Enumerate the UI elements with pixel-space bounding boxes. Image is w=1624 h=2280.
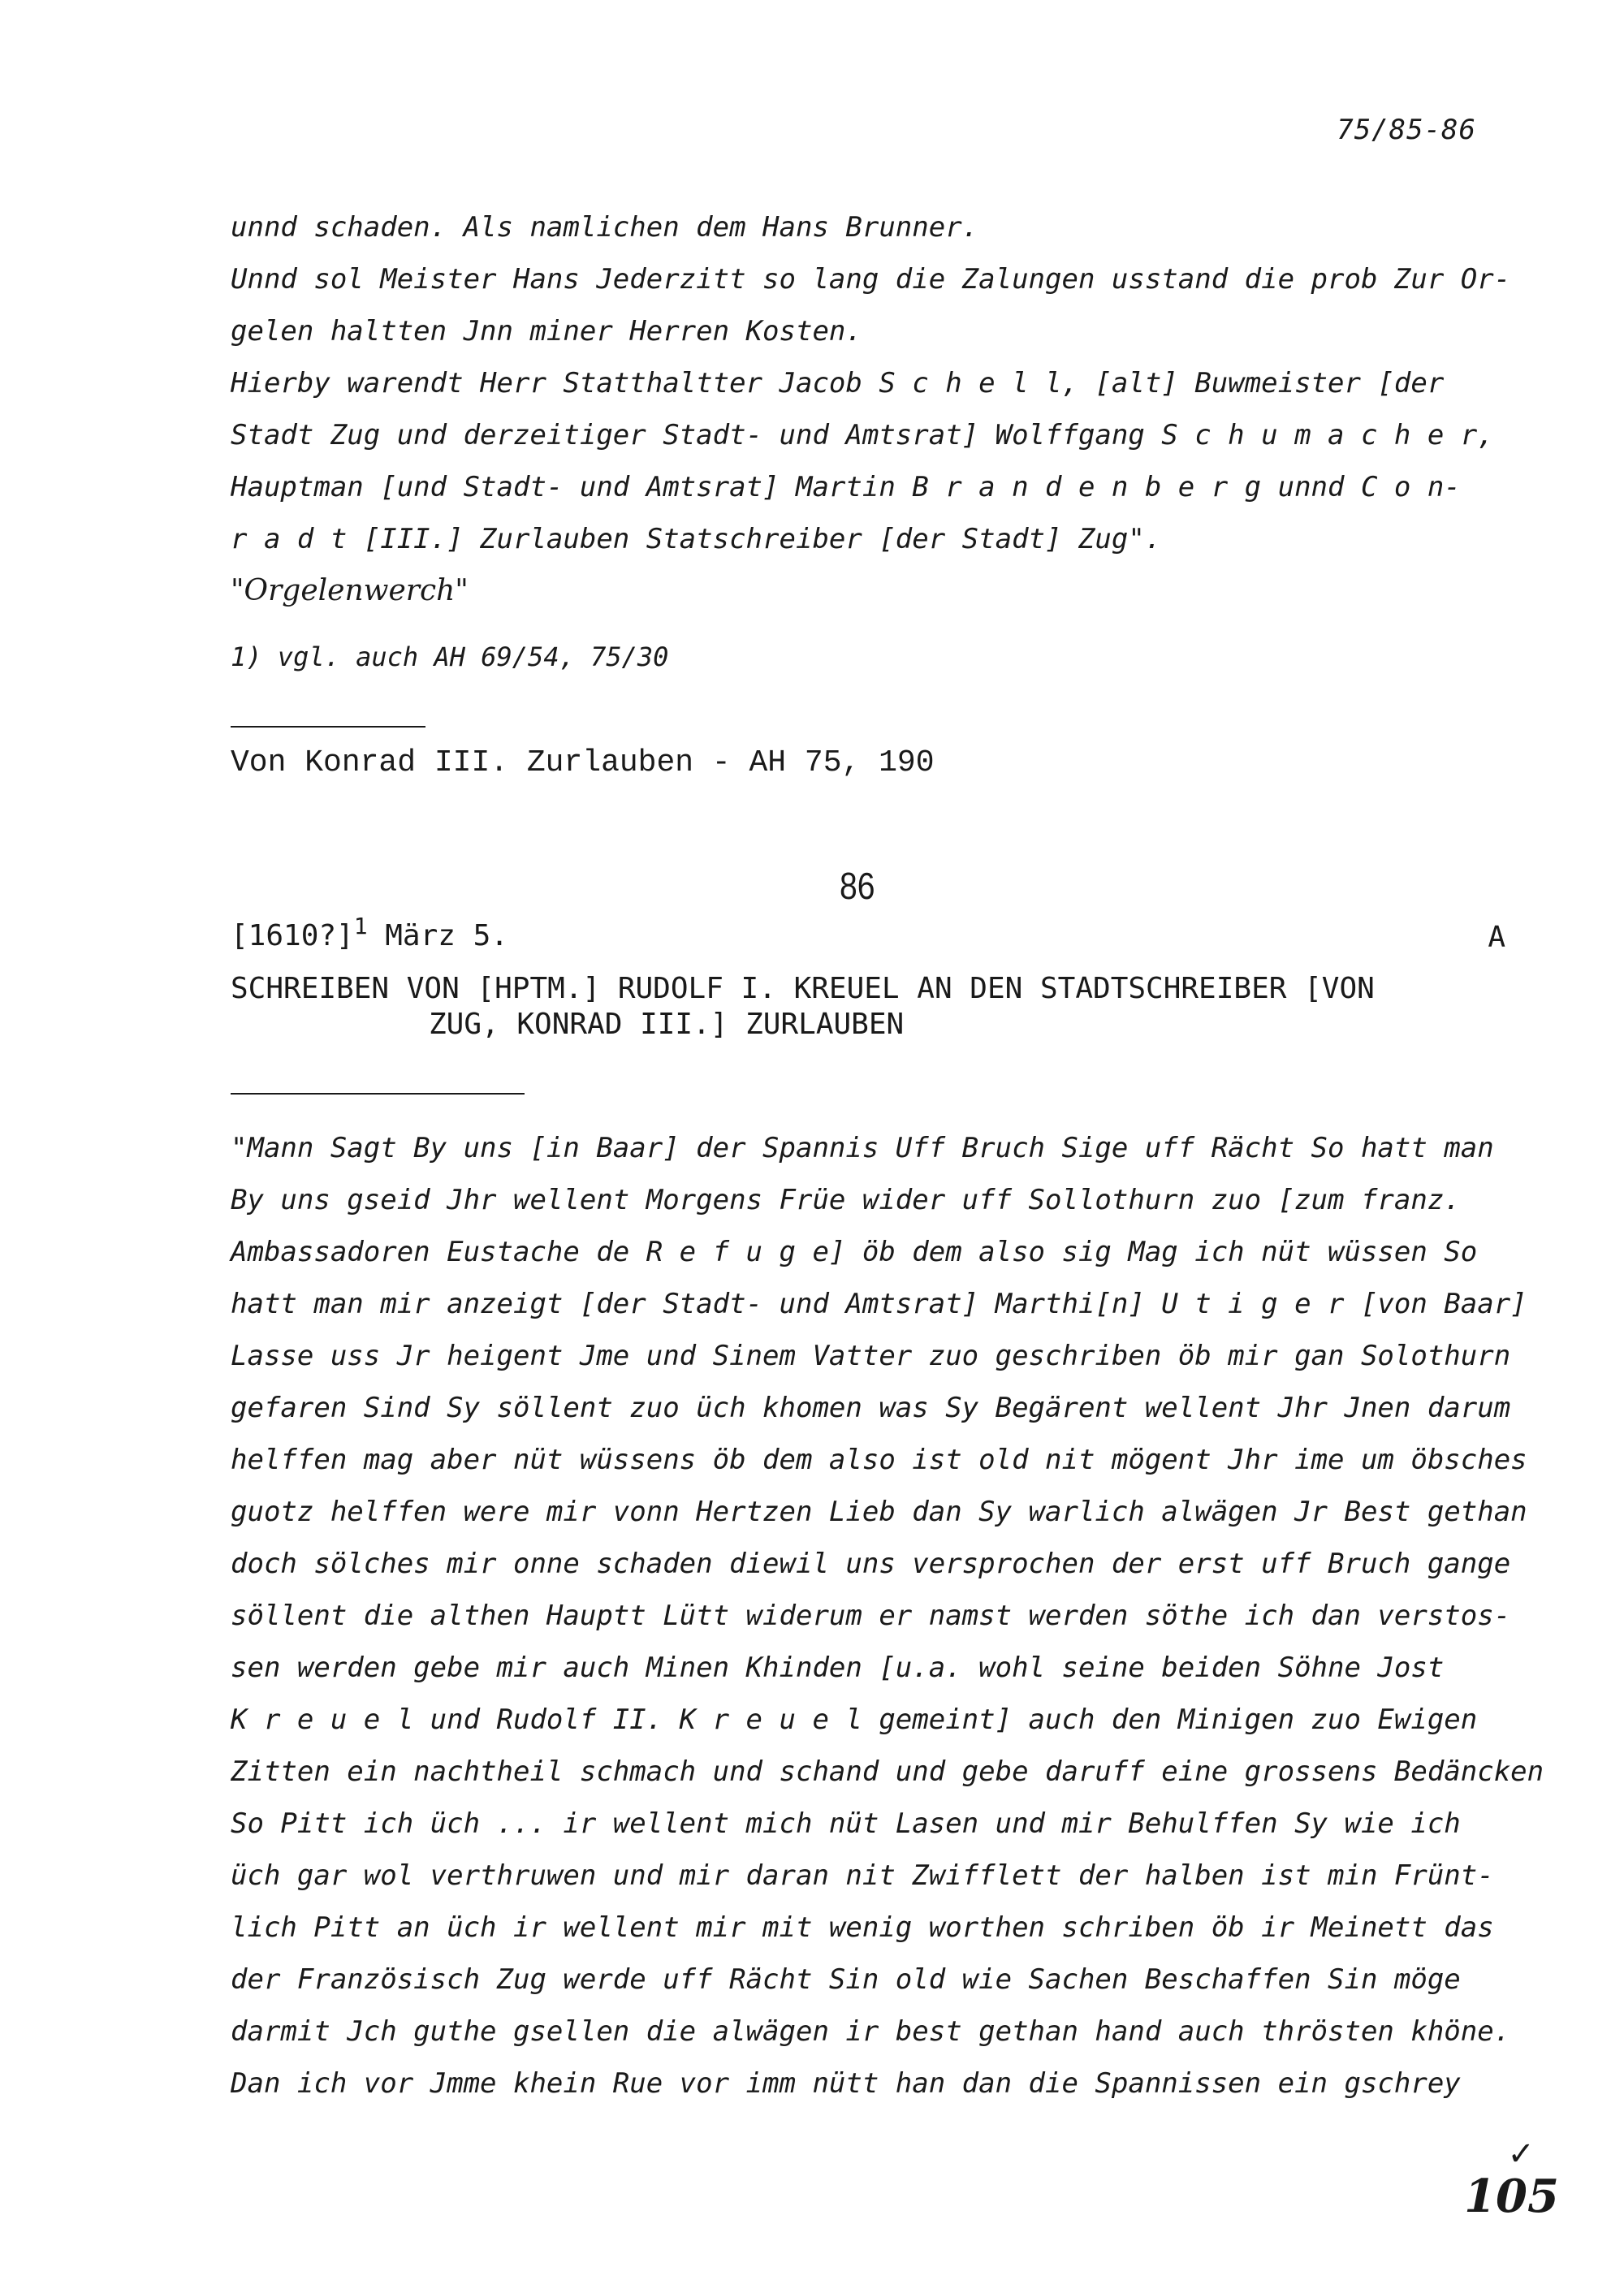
source-line: Von Konrad III. Zurlauben - AH 75, 190 — [231, 745, 935, 780]
text-line: So Pitt ich üch ... ir wellent mich nüt Lasen und mir Behulffen Sy wie ich — [231, 1807, 1461, 1840]
text-line: Unnd sol Meister Hans Jederzitt so lang die Zalungen usstand die prob Zur Or- — [231, 263, 1511, 296]
text-line: Lasse uss Jr heigent Jme und Sinem Vatter zuo geschriben öb mir gan Solothurn — [231, 1340, 1511, 1372]
text-line: sen werden gebe mir auch Minen Khinden [u.a. wohl seine beiden Söhne Jost — [231, 1652, 1445, 1684]
text-line: "Mann Sagt By uns [in Baar] der Spannis Uff Bruch Sige uff Rächt So hatt man — [231, 1132, 1494, 1164]
footnote: 1) vgl. auch AH 69/54, 75/30 — [231, 641, 669, 672]
continuation-text — [231, 201, 1510, 617]
text-line: Dan ich vor Jmme khein Rue vor imm nütt han dan die Spannissen ein gschrey — [231, 2067, 1461, 2100]
text-line: r a d t [III.] Zurlauben Statschreiber [der Stadt] Zug". — [231, 523, 1162, 555]
text-line: söllent die althen Hauptt Lütt widerum er namst werden söthe ich dan verstos- — [231, 1600, 1511, 1632]
divider — [231, 726, 425, 728]
document-heading — [231, 971, 1522, 1043]
text-line: lich Pitt an üch ir wellent mir mit wenig worthen schriben öb ir Meinett das — [231, 1911, 1494, 1944]
date-bracket: [1610?] — [231, 919, 354, 952]
handwritten-check-mark: ✓ — [1507, 2135, 1535, 2173]
text-line: Zitten ein nachtheil schmach und schand und gebe daruff eine grossens Bedäncken — [231, 1755, 1544, 1788]
handwritten-note: "Orgelenwerch" — [231, 574, 469, 607]
text-line: Ambassadoren Eustache de R e f u g e] öb dem also sig Mag ich nüt wüssen So — [231, 1236, 1478, 1268]
text-line: helffen mag aber nüt wüssens öb dem also ist old nit mögent Jhr ime um öbsches — [231, 1444, 1527, 1476]
divider — [231, 1093, 525, 1095]
heading-line: ZUG, KONRAD III.] ZURLAUBEN — [429, 1008, 905, 1041]
document-number: 86 — [840, 865, 875, 907]
handwritten-page-number: 105 — [1464, 2170, 1559, 2223]
section-marker: A — [1488, 921, 1505, 954]
heading-line: SCHREIBEN VON [HPTM.] RUDOLF I. KREUEL AN DEN STADTSCHREIBER [VON — [231, 972, 1375, 1005]
text-line: K r e u e l und Rudolf II. K r e u e l gemeint] auch den Minigen zuo Ewigen — [231, 1704, 1478, 1736]
text-line: Hierby warendt Herr Statthaltter Jacob S c h e l l, [alt] Buwmeister [der — [231, 367, 1445, 399]
text-line: guotz helffen were mir vonn Hertzen Lieb dan Sy warlich alwägen Jr Best gethan — [231, 1496, 1527, 1528]
text-line: By uns gseid Jhr wellent Morgens Früe wider uff Sollothurn zuo [zum franz. — [231, 1184, 1461, 1216]
text-line: üch gar wol verthruwen und mir daran nit Zwifflett der halben ist min Frünt- — [231, 1859, 1494, 1892]
text-line: doch sölches mir onne schaden diewil uns versprochen der erst uff Bruch gange — [231, 1548, 1511, 1580]
text-line: Hauptman [und Stadt- und Amtsrat] Martin B r a n d e n b e r g unnd C o n- — [231, 471, 1461, 503]
date-rest: März 5. — [367, 919, 508, 952]
footnote-mark: 1 — [353, 913, 368, 939]
document-date — [231, 913, 508, 952]
text-line: darmit Jch guthe gsellen die alwägen ir best gethan hand auch thrösten khöne. — [231, 2015, 1511, 2048]
letter-body — [231, 1122, 1544, 2109]
text-line: unnd schaden. Als namlichen dem Hans Brunner. — [231, 211, 979, 244]
text-line: gelen haltten Jnn miner Herren Kosten. — [231, 315, 862, 348]
text-line: hatt man mir anzeigt [der Stadt- und Amtsrat] Marthi[n] U t i g e r [von Baar] — [231, 1288, 1527, 1320]
page-reference: 75/85-86 — [1337, 114, 1476, 146]
text-line: der Französisch Zug werde uff Rächt Sin old wie Sachen Beschaffen Sin möge — [231, 1963, 1461, 1996]
text-line: gefaren Sind Sy söllent zuo üch khomen was Sy Begärent wellent Jhr Jnen darum — [231, 1392, 1511, 1424]
text-line: Stadt Zug und derzeitiger Stadt- und Amtsrat] Wolffgang S c h u m a c h e r, — [231, 419, 1494, 451]
